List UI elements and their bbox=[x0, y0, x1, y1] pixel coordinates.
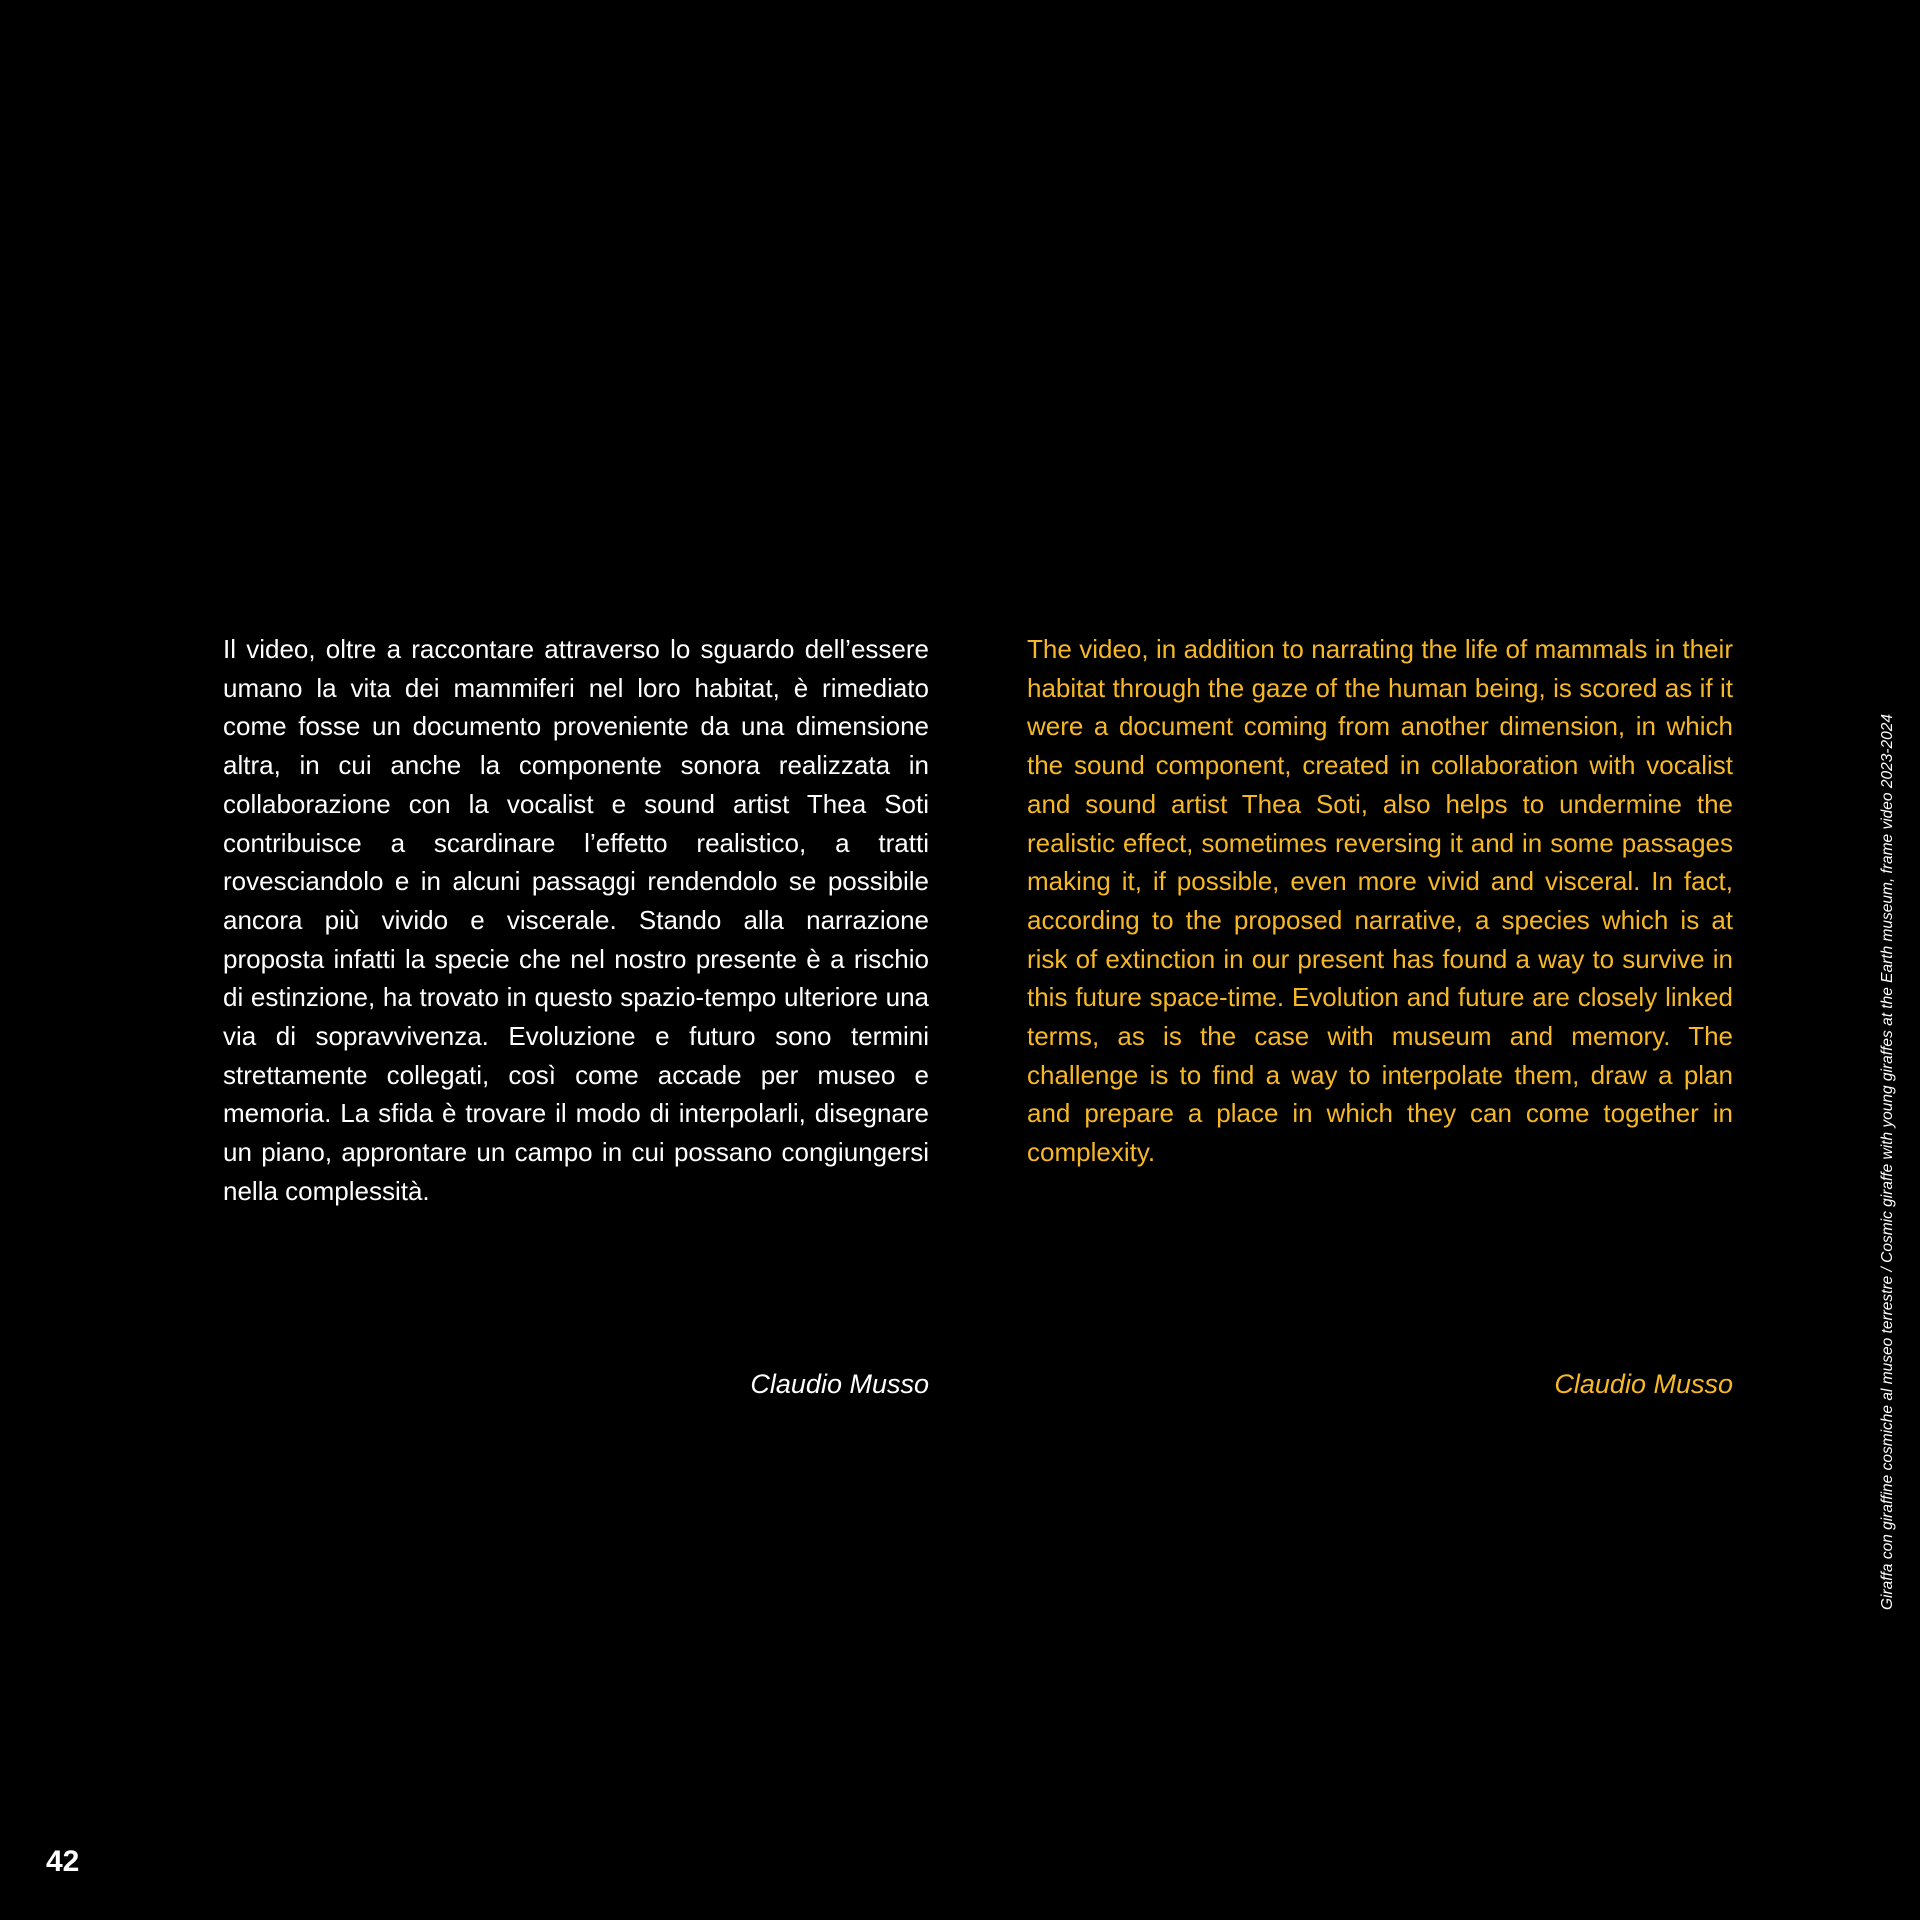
italian-author-signature: Claudio Musso bbox=[750, 1369, 929, 1399]
italian-body-text: Il video, oltre a raccontare attraverso lo sguardo dell’essere umano la vita dei mammiferi nel loro habitat, è rimediato come fosse un documento proveniente da una dimensione altra, in cui anche la componente sonora realizzata in collaborazione con la vocalist e sound artist Thea Soti contribuisce a scardinare l’effetto realistico, a tratti rovesciandolo e in alcuni passaggi rendendolo se possibile ancora più vivido e viscerale. Stando alla narrazione proposta infatti la specie che nel nostro presente è a rischio di estinzione, ha trovato in questo spazio-tempo ulteriore una via di sopravvivenza. Evoluzione e futuro sono termini strettamente collegati, così come accade per museo e memoria. La sfida è trovare il modo di interpolarli, disegnare un piano, approntare un campo in cui possano congiungersi nella complessità. bbox=[223, 634, 929, 1206]
english-author-signature: Claudio Musso bbox=[1554, 1369, 1733, 1399]
english-body-text: The video, in addition to narrating the life of mammals in their habitat through the gaze of the human being, is scored as if it were a document coming from another dimension, in which the sound component, created in collaboration with vocalist and sound artist Thea Soti, also helps to undermine the realistic effect, sometimes reversing it and in some passages making it, if possible, even more vivid and visceral. In fact, according to the proposed narrative, a species which is at risk of extinction in our present has found a way to survive in this future space-time. Evolution and future are closely linked terms, as is the case with museum and memory. The challenge is to find a way to interpolate them, draw a plan and prepare a place in which they can come together in complexity. bbox=[1027, 634, 1733, 1168]
image-caption-vertical: Giraffa con giraffine cosmiche al museo terrestre / Cosmic giraffe with young giraffes at the Earth museum, frame video 2023-2024 bbox=[1879, 714, 1896, 1610]
page-number: 42 bbox=[46, 1845, 80, 1878]
